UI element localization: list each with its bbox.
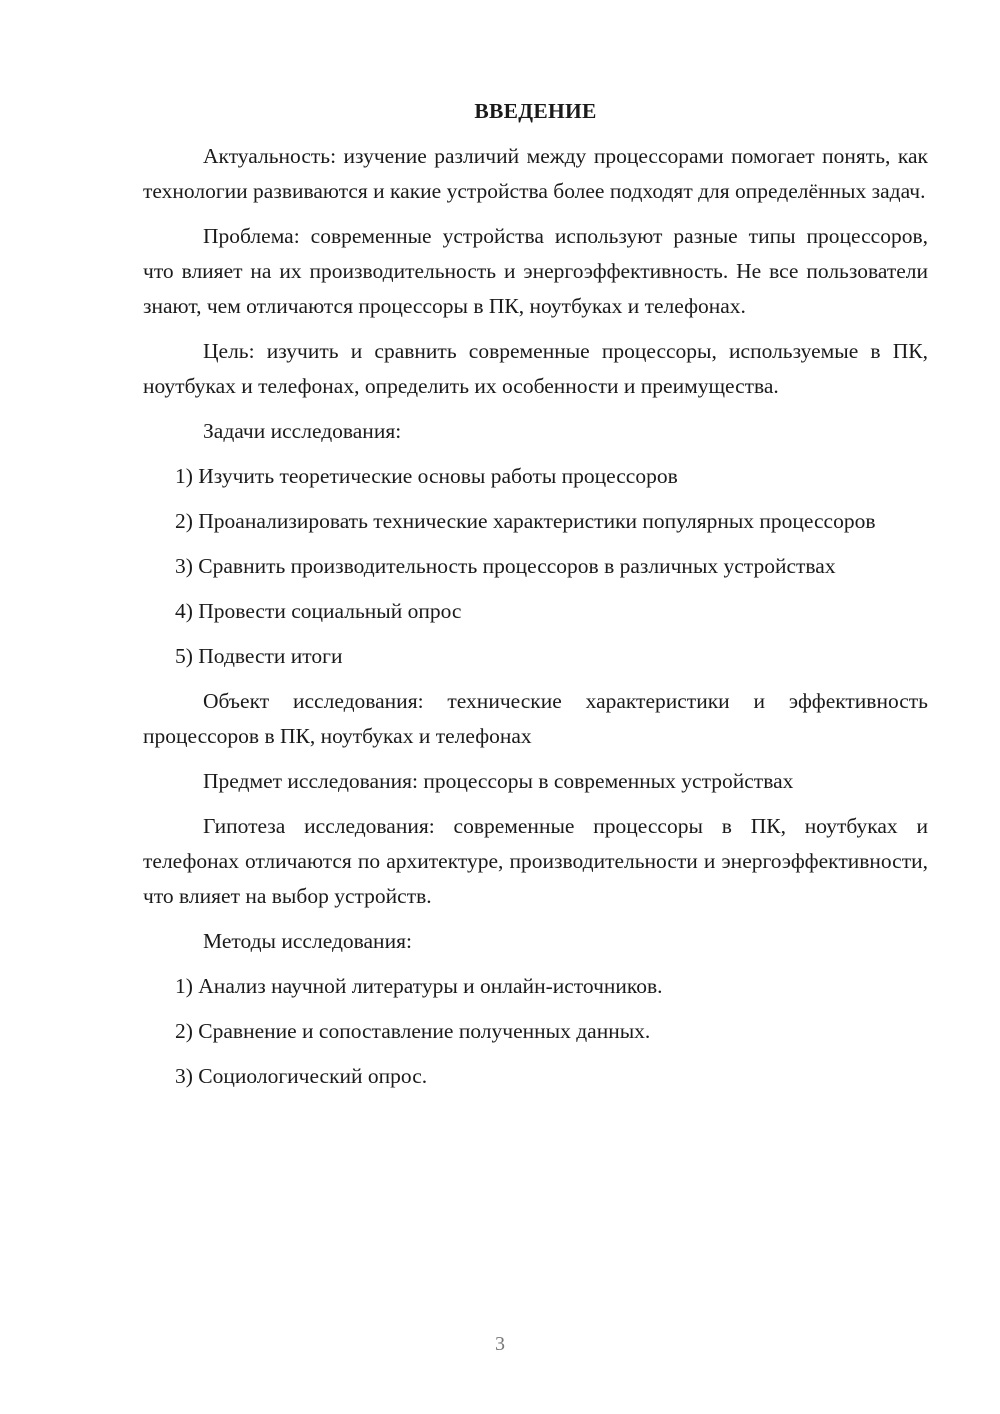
method-item-1: 1) Анализ научной литературы и онлайн-источников. [175, 974, 663, 998]
task-item-3: 3) Сравнить производительность процессоров в различных устройствах [175, 554, 836, 578]
document-page [143, 94, 928, 1104]
subject-paragraph: Предмет исследования: процессоры в современных устройствах [203, 769, 794, 793]
method-item-3: 3) Социологический опрос. [175, 1064, 428, 1088]
hypothesis-paragraph: Гипотеза исследования: современные процессоры в ПК, ноутбуках и телефонах отличаются по архитектуре, производительности и энергоэффективности, что влияет на выбор устройств. [143, 814, 928, 908]
method-item-2: 2) Сравнение и сопоставление полученных данных. [175, 1019, 651, 1043]
task-item-5: 5) Подвести итоги [175, 644, 343, 668]
page-title: ВВЕДЕНИЕ [474, 99, 597, 123]
methods-heading: Методы исследования: [203, 929, 412, 953]
goal-paragraph: Цель: изучить и сравнить современные процессоры, используемые в ПК, ноутбуках и телефонах, определить их особенности и преимущества. [143, 339, 928, 398]
problem-paragraph: Проблема: современные устройства используют разные типы процессоров, что влияет на их производительность и энергоэффективность. Не все пользователи знают, чем отличаются процессоры в ПК, ноутбуках и телефонах. [143, 224, 928, 318]
object-paragraph: Объект исследования: технические характеристики и эффективность процессоров в ПК, ноутбуках и телефонах [143, 689, 928, 748]
task-item-2: 2) Проанализировать технические характеристики популярных процессоров [175, 509, 876, 533]
tasks-heading: Задачи исследования: [203, 419, 402, 443]
page-number: 3 [495, 1333, 505, 1355]
task-item-4: 4) Провести социальный опрос [175, 599, 462, 623]
relevance-paragraph: Актуальность: изучение различий между процессорами помогает понять, как технологии развиваются и какие устройства более подходят для определённых задач. [143, 144, 928, 203]
task-item-1: 1) Изучить теоретические основы работы процессоров [175, 464, 678, 488]
